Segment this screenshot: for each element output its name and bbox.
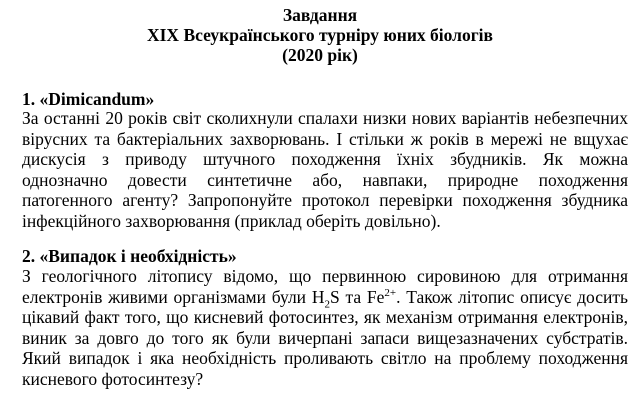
formula-text-before: електронів живими організмами були H [22, 286, 325, 307]
section-1-line: однозначно довести синтетичне або, навпаки, природне походження [22, 169, 628, 190]
section-2-line: цікавий факт того, що кисневий фотосинтез, як механізм отримання електронів, [22, 307, 628, 328]
document-header [0, 5, 640, 65]
section-1-line: дискусія з приводу штучного походження їхніх збудників. Як можна [22, 149, 628, 170]
section-1-text [22, 108, 628, 232]
section-1-line: інфекційного захворювання (приклад оберіть довільно). [22, 210, 441, 231]
fe-superscript: 2+ [384, 286, 397, 299]
section-1-line: патогенного агенту? Запропонуйте протокол перевірки походження збудника [22, 190, 628, 211]
header-subtitle: XIX Всеукраїнського турніру юних біологів [146, 25, 493, 45]
section-1-title: 1. «Dimicandum» [22, 89, 155, 109]
header-title: Завдання [282, 5, 358, 25]
section-1-line: вірусних та бактеріальних захворювань. І стільки ж років в мережі не вщухає [22, 128, 628, 149]
formula-text-mid: S та Fe [329, 286, 385, 307]
formula-text-after: . Також літопис описує досить [396, 286, 628, 307]
h2s-subscript: 2 [324, 298, 330, 311]
section-2-line: Який випадок і яка необхідність проливають світло на проблему походження [22, 348, 628, 369]
section-2-line: виник за довго до того як були вичерпані запаси вищезазначених субстратів. [22, 327, 628, 348]
section-2-line: кисневого фотосинтезу? [22, 368, 204, 389]
section-2-title: 2. «Випадок і необхідність» [22, 246, 237, 266]
section-2-formula-line [22, 286, 628, 311]
section-2-line: З геологічного літопису відомо, що первинною сировиною для отримання [22, 266, 628, 286]
section-2-text [22, 266, 628, 390]
header-year: (2020 рік) [282, 45, 358, 65]
section-1-line: За останні 20 років світ сколихнули спалахи низки нових варіантів небезпечних [22, 108, 628, 128]
